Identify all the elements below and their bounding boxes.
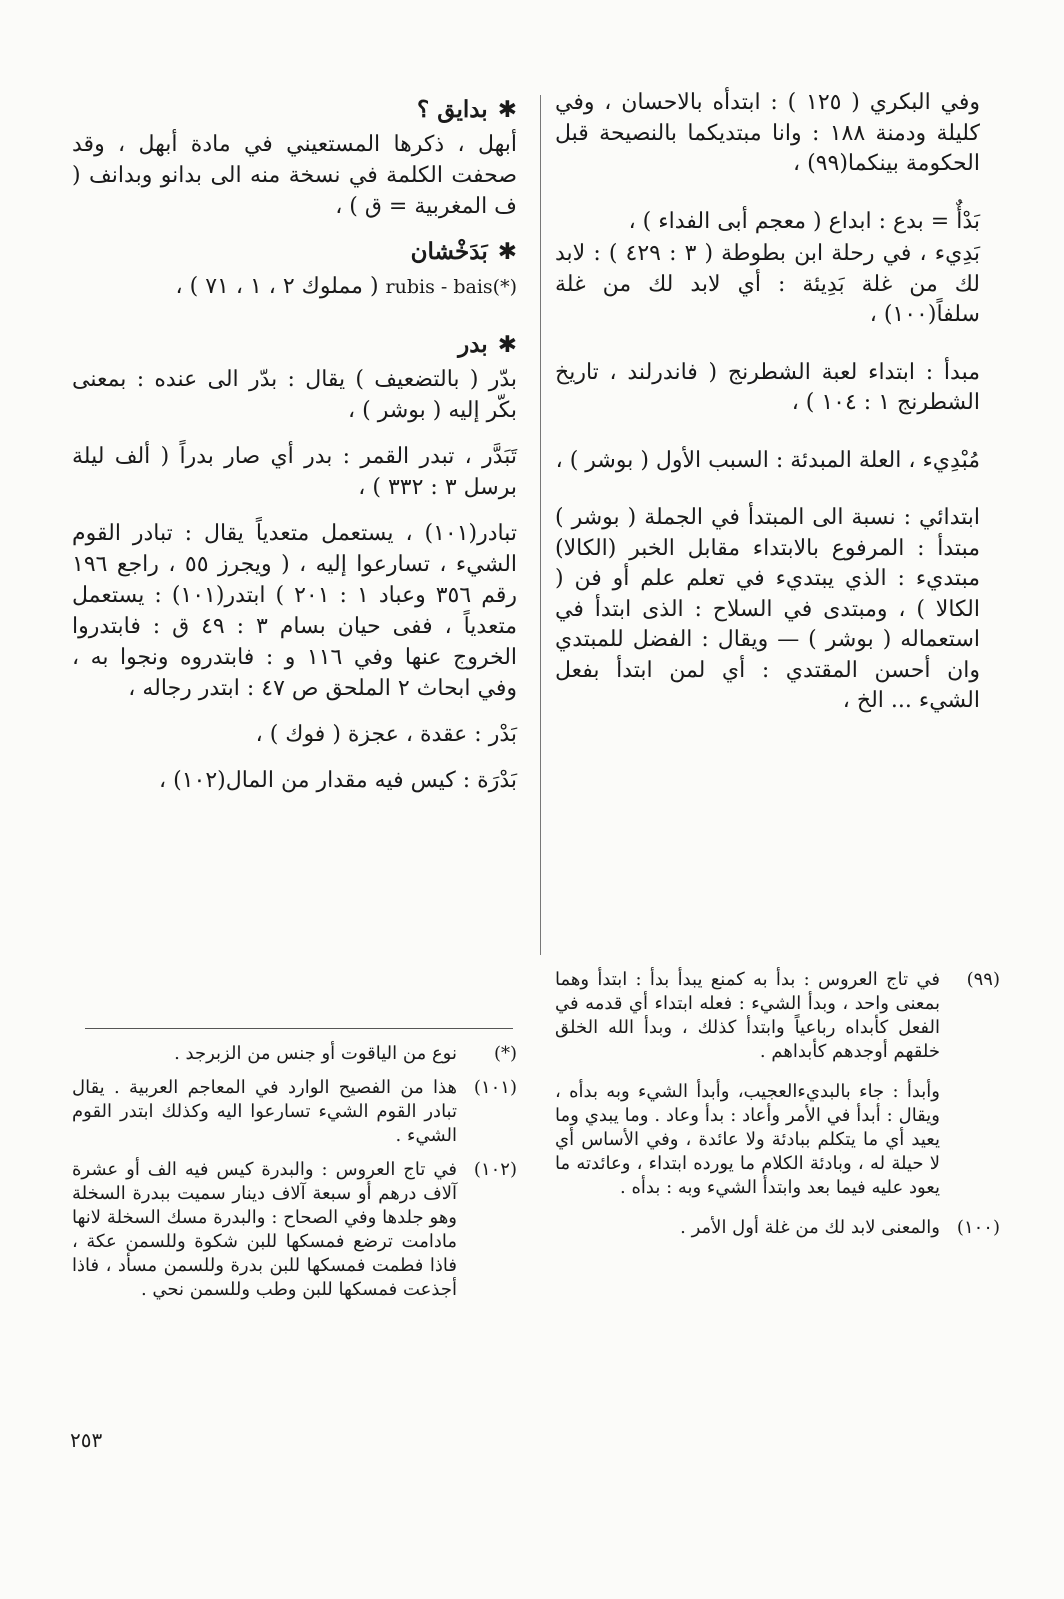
asterisk-icon: ✱	[497, 97, 517, 123]
paragraph: وفي البكري ( ١٢٥ ) : ابتدأه بالاحسان ، وفي كليلة ودمنة ١٨٨ : وانا مبتديكما بالنصيحة قبل الحكومة بينكما(٩٩) ،	[555, 90, 980, 176]
footnote-text: في تاج العروس : والبدرة كيس فيه الف أو عشرة آلاف درهم أو سبعة آلاف دينار سميت ببدرة السخلة وهو جلدها وفي الصحاح : والبدرة مسك السخلة لانها مادامت ترضع فمسكها للبن شكوة وللسمن عكة ، فاذا فطمت فمسكها للبن بدرة وللسمن مسأد ، فاذا أجذعت فمسكها للبن وطب وللسمن نحي .	[72, 1159, 457, 1300]
footnote-number	[940, 1080, 1000, 1200]
footnote-number: (*)	[493, 1043, 517, 1064]
footnote	[72, 1076, 517, 1148]
asterisk-icon: ✱	[497, 332, 517, 358]
footnote	[555, 1080, 1000, 1200]
footnotes-right	[555, 968, 1000, 1250]
entry-body: أبهل ، ذكرها المستعيني في مادة أبهل ، وقد صحفت الكلمة في نسخة منه الى بدانو وبدانف ( ف المغربية = ق ) ،	[72, 132, 517, 219]
paragraph: بدّر ( بالتضعيف ) يقال : بدّر الى عنده : بمعنى بكّر إليه ( بوشر ) ،	[72, 367, 517, 423]
paragraph: تَبَدَّر ، تبدر القمر : بدر أي صار بدراً ( ألف ليلة برسل ٣ : ٣٣٢ ) ،	[72, 444, 517, 500]
paragraph: بَدْأٌ = بدع : ابداع ( معجم أبى الفداء ) ،	[628, 208, 980, 234]
column-divider	[540, 95, 541, 955]
left-column	[72, 95, 517, 811]
footnote-text: والمعنى لابد لك من غلة أول الأمر .	[680, 1217, 940, 1238]
asterisk-icon: ✱	[497, 239, 517, 265]
paragraph: تبادر(١٠١) ، يستعمل متعدياً يقال : تبادر القوم الشيء ، تسارعوا إليه ، ( ويجرز ٥٥ ، راجع ١٩٦ رقم ٣٥٦ وعباد ١ : ٢٠١ ) ابتدر(١٠١) : يستعمل متعدياً ، ففى حيان بسام ٣ : ٤٩ ق : فابتدروا الخروج عنها وفي ١١٦ و : فابتدروه ونجوا به ، وفي ابحاث ٢ الملحق ص ٤٧ : ابتدر رجاله ،	[72, 521, 518, 701]
entry-heading: ✱بدر	[458, 331, 517, 358]
footnote-number: (١٠١)	[473, 1077, 517, 1098]
footnote	[72, 1042, 517, 1066]
footnote-number: (١٠٢)	[473, 1159, 517, 1180]
right-column	[555, 88, 980, 732]
paragraph: مُبْدِيء ، العلة المبدئة : السبب الأول ( بوشر ) ،	[555, 447, 980, 473]
footnote-number: (١٠٠)	[956, 1217, 1000, 1238]
paragraph: مبدأ : ابتداء لعبة الشطرنج ( فاندرلند ، تاريخ الشطرنج ١ : ١٠٤ ) ،	[555, 359, 980, 415]
latin-term: rubis - bais(*)	[385, 276, 517, 298]
footnote	[555, 968, 1000, 1064]
footnote-text: نوع من الياقوت أو جنس من الزبرجد .	[174, 1043, 457, 1064]
footnote-text: في تاج العروس : بدأ به كمنع يبدأ بدأ : ابتدأ وهما بمعنى واحد ، وبدأ الشيء : فعله ابتداء أي قدمه في الفعل كأبداه رباعياً وابتدأ كذلك ، وبدأ الله الخلق خلقهم أوجدهم كأبداهم .	[555, 969, 940, 1062]
footnotes-left	[72, 1042, 517, 1312]
footnote-text: وأبدأ : جاء بالبديءالعجيب، وأبدأ الشيء وبه بدأه ، ويقال : أبدأ في الأمر وأعاد : بدأ وعاد . وما يبدي وما يعيد أي ما يتكلم ببادئة ولا عائدة ، وفي الأساس أي لا حيلة له ، وبادئة الكلام ما يورده ابتداء ، وعائدته ما يعود عليه فيما بعد وابتدأ الشيء وبه : بدأه .	[555, 1081, 940, 1198]
paragraph: ابتدائي : نسبة الى المبتدأ في الجملة ( بوشر ) مبتدأ : المرفوع بالابتداء مقابل الخبر (الكالا) مبتديء : الذي يبتديء في تعلم علم أو فن ( الكالا ) ، ومبتدى في السلاح : الذى ابتدأ في استعماله ( بوشر ) — ويقال : الفضل للمبتدي وان أحسن المقتدي : أي لمن ابتدأ بفعل الشيء ... الخ ،	[555, 505, 980, 713]
footnote	[555, 1216, 1000, 1240]
footnote	[72, 1158, 517, 1302]
paragraph: بَدْر : عقدة ، عجزة ( فوك ) ،	[255, 722, 517, 747]
footnote-number: (٩٩)	[966, 969, 1000, 990]
footnote-divider	[85, 1028, 513, 1029]
entry-body: rubis - bais(*) ( مملوك ٢ ، ١ ، ٧١ ) ،	[175, 274, 517, 299]
page-number: ٢٥٣	[70, 1428, 103, 1452]
entry-heading: ✱بَدَخْشان	[410, 238, 517, 265]
paragraph: بَدِيء ، في رحلة ابن بطوطة ( ٣ : ٤٢٩ ) : لابد لك من غلة بَدِيئة : أي لابد لك من غلة سلفاً(١٠٠) ،	[555, 241, 980, 327]
footnote-text: هذا من الفصيح الوارد في المعاجم العربية . يقال تبادر القوم الشيء تسارعوا اليه وكذلك ابتدر القوم الشيء .	[72, 1077, 457, 1146]
entry-heading: ✱بدايق ؟	[417, 96, 517, 123]
paragraph: بَدْرَة : كيس فيه مقدار من المال(١٠٢) ،	[159, 768, 517, 793]
